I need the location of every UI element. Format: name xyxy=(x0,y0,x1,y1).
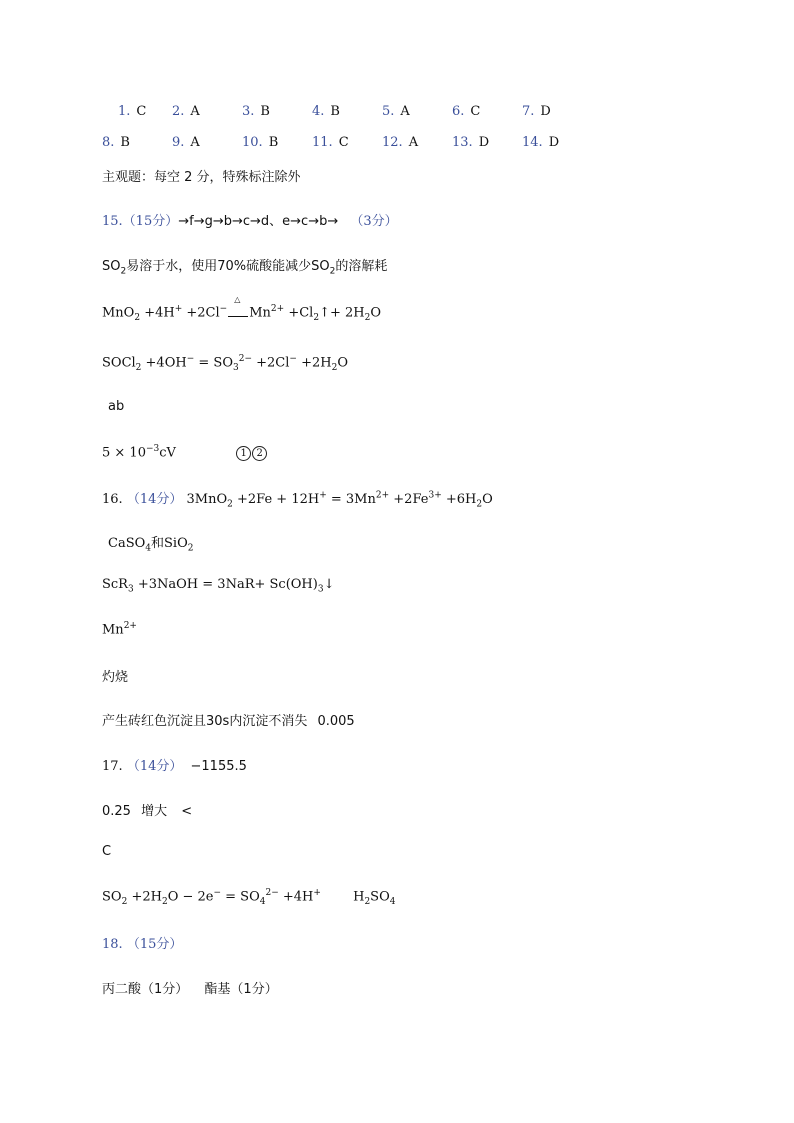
mc-item: 14. D xyxy=(522,135,560,150)
subjective-note: 主观题：每空 2 分，特殊标注除外 xyxy=(102,170,301,185)
q18-header: 18. xyxy=(102,937,123,952)
q16-ion: Mn xyxy=(102,622,124,638)
q15-answer-ab: ab xyxy=(108,399,125,414)
q16-header: 16. xyxy=(102,492,123,507)
q16-line-2: CaSO$_4$和SiO$_2$ xyxy=(108,536,194,554)
q15-points: （3分） xyxy=(350,214,398,229)
q16-ion-charge: 2+ xyxy=(123,621,137,631)
q16-header-line: 16. （14分） $3MnO_2 +2Fe + 12H^+ = 3Mn^{2+} +2Fe^{3+} +6H_2O$ xyxy=(102,490,493,510)
q17-line-2-a: 0.25 xyxy=(102,804,131,819)
mc-item: 11. C xyxy=(312,135,349,150)
q16-line-4 xyxy=(102,621,137,637)
q18-points: （15分） xyxy=(126,937,183,952)
q17-value: −1155.5 xyxy=(190,759,247,774)
q17-line-3: C xyxy=(102,844,112,859)
q17-line-2 xyxy=(102,800,192,819)
q16-line-6-value: 0.005 xyxy=(317,714,355,729)
q17-header-line xyxy=(102,755,247,774)
q15-line-2-text: 易溶于水，使用70%硫酸能减少 xyxy=(126,259,312,274)
mc-item: 2. A xyxy=(172,104,200,119)
q15-equation-1: MnO$_2$ +4H+ +2Cl− △ $Mn^{2+}$ $+Cl_2↑+ 2H_2O$ xyxy=(102,295,381,323)
q15-line-2-end: 的溶解耗 xyxy=(335,259,388,274)
heat-equals-sign: △ xyxy=(227,305,249,320)
q17-line-2-b: 增大 xyxy=(141,804,168,819)
q15-sequence: →f→g→b→c→d、e→c→b→ xyxy=(178,214,339,229)
circled-number-2: 2 xyxy=(252,446,267,461)
q17-header: 17. xyxy=(102,759,123,774)
mc-item: 10. B xyxy=(242,135,279,150)
q17-points: （14分） xyxy=(126,759,183,774)
mc-item: 7. D xyxy=(522,104,551,119)
q18-header-line xyxy=(102,933,182,952)
q15-equation-2: SOCl$_2$ $+4OH^- = SO_3^{2-} +2Cl^- +2H_2O$ xyxy=(102,354,348,373)
q18-line-2-b: 酯基（1分） xyxy=(204,982,278,997)
q16-equation-2: ScR$_3$ +3NaOH = $3NaR+ Sc(OH)_3↓$ xyxy=(102,577,335,595)
q16-line-2-text: 和 xyxy=(151,536,165,551)
mc-item: 12. A xyxy=(382,135,419,150)
q15-expression: 5 × 10 xyxy=(102,445,146,461)
mc-item: 8. B xyxy=(102,135,130,150)
q16-points: （14分） xyxy=(126,492,183,507)
q16-line-6-text: 产生砖红色沉淀且30s内沉淀不消失 xyxy=(102,714,308,729)
q15-header-line xyxy=(102,210,398,229)
mc-item: 9. A xyxy=(172,135,200,150)
q15-line-7 xyxy=(102,444,268,461)
mc-item: 5. A xyxy=(382,104,410,119)
mc-item: 1. C xyxy=(118,104,147,119)
mc-item: 6. C xyxy=(452,104,481,119)
q15-expression-end: cV xyxy=(159,445,176,461)
q18-line-2 xyxy=(102,978,278,997)
q16-line-5: 灼烧 xyxy=(102,670,129,685)
q17-equation: $SO_2 +2H_2O - 2e^- = SO_4^{2-} +4H^+$ $H_2SO_4$ xyxy=(102,888,396,907)
q16-line-6 xyxy=(102,710,355,729)
q15-header: 15.（15分） xyxy=(102,214,179,229)
q15-exponent: −3 xyxy=(145,444,160,454)
mc-item: 3. B xyxy=(242,104,270,119)
mc-item: 13. D xyxy=(452,135,490,150)
q17-line-2-c: < xyxy=(181,804,193,819)
circled-number-1: 1 xyxy=(236,446,251,461)
mc-item: 4. B xyxy=(312,104,340,119)
q15-line-2: $SO_2$易溶于水，使用70%硫酸能减少$SO_2$的溶解耗 xyxy=(102,259,388,277)
q18-line-2-a: 丙二酸（1分） xyxy=(102,982,189,997)
